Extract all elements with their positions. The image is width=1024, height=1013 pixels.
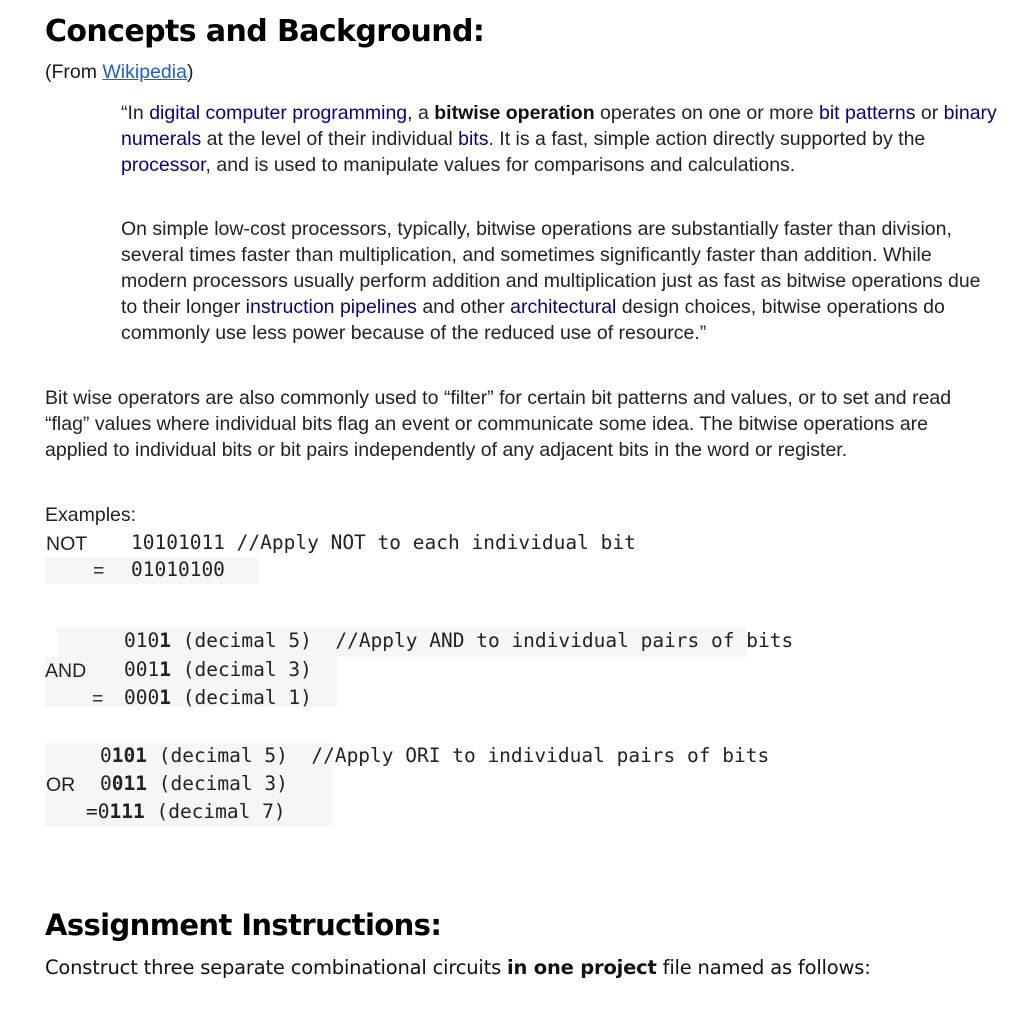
link-binary-numerals[interactable]: binary numerals xyxy=(121,102,997,150)
link-instruction-pipelines[interactable]: instruction pipelines xyxy=(245,296,417,318)
quote-text: . It is a fast, simple action directly supported by the xyxy=(488,128,926,150)
and-code-line-3 xyxy=(124,686,312,709)
and-equals-sign: = xyxy=(92,688,104,710)
code-segment: (decimal 3) xyxy=(146,772,288,795)
code-segment: (decimal 1) xyxy=(170,686,312,709)
instruction-bold-text: in one project xyxy=(507,956,657,979)
code-segment: 000 xyxy=(124,686,160,709)
or-code-line-3 xyxy=(86,800,286,823)
code-segment: (decimal 7) xyxy=(144,800,286,823)
quote-text: operates on one or more xyxy=(594,102,819,124)
bitwise-operation-term: bitwise operation xyxy=(434,102,595,124)
or-code-line-1 xyxy=(100,744,769,767)
code-segment: =0 xyxy=(86,800,110,823)
and-operator-label: AND xyxy=(45,660,87,682)
and-code-line-1 xyxy=(124,629,793,652)
quote-text: “In xyxy=(121,102,150,124)
not-code-line-2: 01010100 xyxy=(131,558,225,581)
assignment-instructions xyxy=(45,956,871,979)
quote-paragraph-2 xyxy=(121,216,1001,346)
link-bit-patterns[interactable]: bit patterns xyxy=(819,102,916,124)
quote-text: design choices, bitwise operations do commonly use less power because of the reduced use of resource.” xyxy=(121,296,945,344)
source-prefix: (From xyxy=(45,61,103,83)
link-processor[interactable]: processor xyxy=(121,154,206,176)
code-bold-segment: 011 xyxy=(111,772,147,795)
not-operator-label: NOT xyxy=(46,533,88,555)
bitwise-filter-paragraph: Bit wise operators are also commonly used to “filter” for certain bit patterns and values, or to set and read “flag” values where individual bits flag an event or communicate some idea. The bitwise operations are applied to individual bits or bit pairs independently of any adjacent bits in the word or register. xyxy=(45,387,952,461)
code-bold-segment: 1 xyxy=(159,658,171,681)
examples-label: Examples: xyxy=(45,504,137,526)
code-segment: 0 xyxy=(100,772,112,795)
and-code-line-2 xyxy=(124,658,312,681)
assignment-heading: Assignment Instructions: xyxy=(45,908,442,942)
code-segment: (decimal 3) xyxy=(170,658,312,681)
quote-text: or xyxy=(915,102,944,124)
code-bold-segment: 111 xyxy=(109,800,145,823)
instruction-text: file named as follows: xyxy=(656,956,871,979)
code-bold-segment: 1 xyxy=(159,686,171,709)
quote-text: , a xyxy=(407,102,435,124)
wikipedia-link[interactable]: Wikipedia xyxy=(102,61,187,83)
quote-text: , and is used to manipulate values for comparisons and calculations. xyxy=(205,154,796,176)
code-bold-segment: 101 xyxy=(111,744,147,767)
quote-text: and other xyxy=(416,296,511,318)
link-digital-computer-programming[interactable]: digital computer programming xyxy=(149,102,408,124)
code-segment: 010 xyxy=(124,629,160,652)
link-architectural[interactable]: architectural xyxy=(510,296,617,318)
quote-paragraph-1 xyxy=(121,100,1001,178)
link-bits[interactable]: bits xyxy=(458,128,489,150)
source-line xyxy=(45,61,193,84)
code-bold-segment: 1 xyxy=(159,629,171,652)
concepts-heading: Concepts and Background: xyxy=(45,14,485,49)
code-segment: (decimal 5) //Apply ORI to individual pairs of bits xyxy=(146,744,770,767)
or-operator-label: OR xyxy=(46,774,76,796)
not-equals-sign: = xyxy=(93,560,105,582)
source-suffix: ) xyxy=(186,61,194,83)
quote-text: On simple low-cost processors, typically, bitwise operations are substantially faster than division, several times faster than multiplication, and sometimes significantly faster than addition. While modern processors usually perform addition and multiplication just as fast as bitwise operations due to their longer xyxy=(121,218,981,318)
not-code-line-1: 10101011 //Apply NOT to each individual bit xyxy=(131,531,636,554)
or-code-line-2 xyxy=(100,772,288,795)
code-segment: 001 xyxy=(124,658,160,681)
code-segment: (decimal 5) //Apply AND to individual pairs of bits xyxy=(170,629,794,652)
instruction-text: Construct three separate combinational circuits xyxy=(45,956,508,979)
quote-text: at the level of their individual xyxy=(201,128,459,150)
code-segment: 0 xyxy=(100,744,112,767)
